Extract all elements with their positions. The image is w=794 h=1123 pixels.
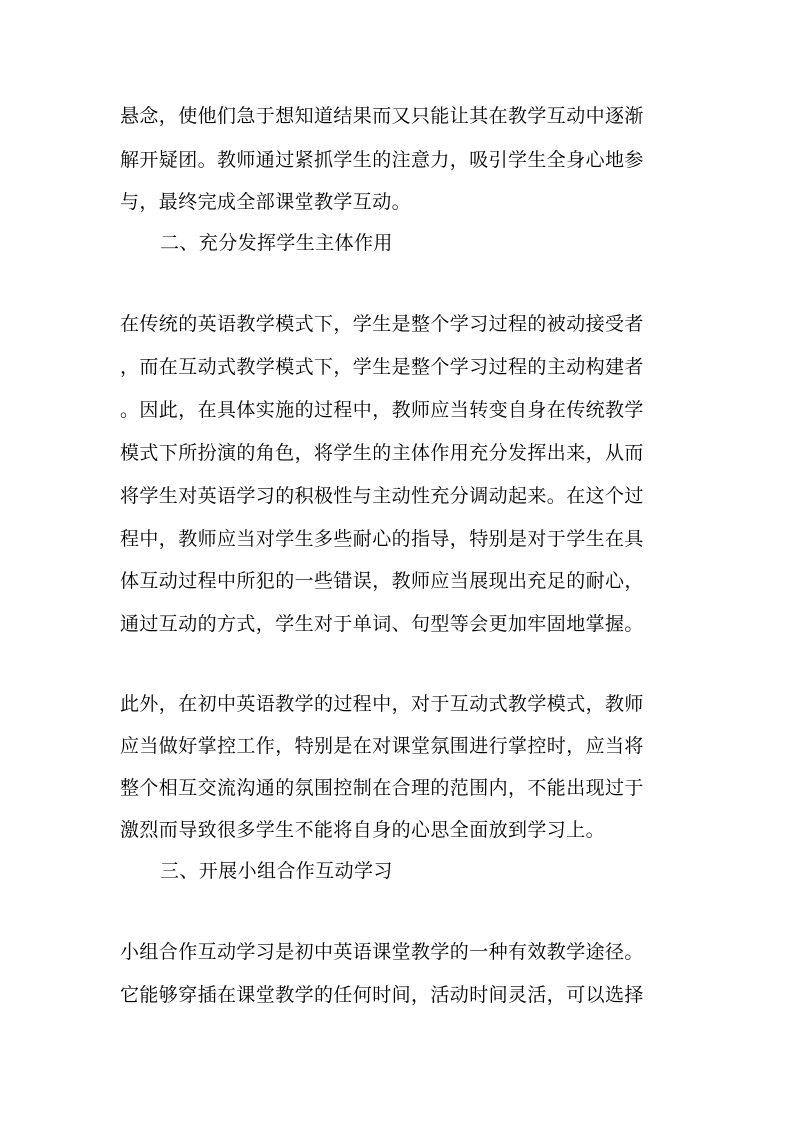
section-heading: 二、充分发挥学生主体作用: [160, 232, 393, 254]
body-text-line: 模式下所扮演的角色，将学生的主体作用充分发挥出来，从而: [120, 442, 644, 464]
body-text-line: 激烈而导致很多学生不能将自身的心思全面放到学习上。: [120, 819, 606, 841]
body-text-line: 程中，教师应当对学生多些耐心的指导，特别是对于学生在具: [120, 528, 644, 550]
section-heading: 三、开展小组合作互动学习: [160, 860, 393, 882]
body-text-line: 将学生对英语学习的积极性与主动性充分调动起来。在这个过: [120, 485, 644, 507]
body-text-line: 它能够穿插在课堂教学的任何时间，活动时间灵活，可以选择: [120, 984, 644, 1006]
body-text-line: 应当做好掌控工作，特别是在对课堂氛围进行掌控时，应当将: [120, 735, 644, 757]
body-text-line: 与，最终完成全部课堂教学互动。: [120, 191, 412, 213]
body-text-line: 解开疑团。教师通过紧抓学生的注意力，吸引学生全身心地参: [120, 149, 644, 171]
body-text-line: 在传统的英语教学模式下，学生是整个学习过程的被动接受者: [120, 313, 644, 335]
body-text-line: 小组合作互动学习是初中英语课堂教学的一种有效教学途径。: [120, 941, 644, 963]
body-text-line: 通过互动的方式，学生对于单词、句型等会更加牢固地掌握。: [120, 613, 644, 635]
body-text-line: 。因此，在具体实施的过程中，教师应当转变自身在传统教学: [120, 399, 644, 421]
body-text-line: 体互动过程中所犯的一些错误，教师应当展现出充足的耐心，: [120, 570, 644, 592]
body-text-line: 此外，在初中英语教学的过程中，对于互动式教学模式，教师: [120, 693, 644, 715]
body-text-line: 整个相互交流沟通的氛围控制在合理的范围内，不能出现过于: [120, 777, 644, 799]
body-text-line: 悬念，使他们急于想知道结果而又只能让其在教学互动中逐渐: [120, 105, 644, 127]
body-text-line: ，而在互动式教学模式下，学生是整个学习过程的主动构建者: [120, 356, 644, 378]
